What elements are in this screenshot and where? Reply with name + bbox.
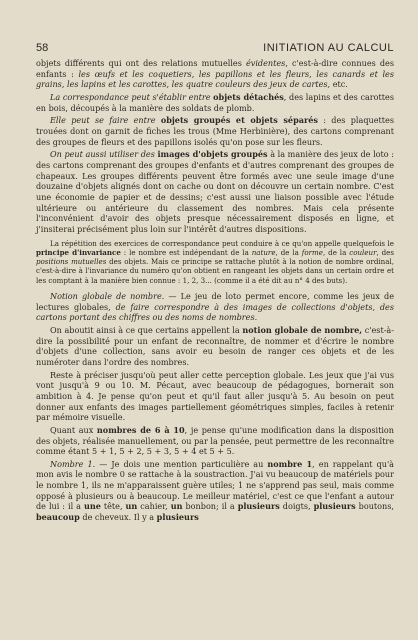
text-run: : des plaquettes trouées dont on garnit de fiches les trous (Mme Herbinière), des cartons comprenant des groupes de fleurs et des papillons isolés qu'on pose sur les fleurs. xyxy=(36,115,394,147)
text-run: à la manière des jeux de loto : des cartons comprenant des groupes d'enfants et d'autres comprenant des groupes de chapeaux. Les groupes différents peuvent être formés avec une seule image d'une douzaine d'objets alignés dont on cache ou dont on découvre un certain nombre. C'est une économie de papier et de dessins; c'est aussi une liaison possible avec l'étude ultérieure ou antérieure du classement des nombres. Mais cela présente l'inconvénient d'avoir des objets presque nécessairement disposés en ligne, et j'insiterai précisément plus loin sur l'intérêt d'autres dispositions. xyxy=(36,149,394,234)
text-run: , des lapins et des carottes en bois, découpés à la manière des soldats de plomb. xyxy=(36,91,394,113)
italic-text: couleur xyxy=(349,247,377,257)
italic-text: forme xyxy=(301,247,323,257)
text-run: Quant aux xyxy=(50,424,97,435)
running-title: INITIATION AU CALCUL xyxy=(263,42,394,54)
text-run: boutons, xyxy=(355,501,394,512)
text-run: des objets. Mais ce principe se rattache plutôt à la notion de nombre ordinal, c'est-à-dire à l'invariance du numéro qu'on obtient en rangeant les objets dans un certain ordre et les comptant à la manière bien connue : 1, 2, 3... (comme il a été dit au n° 4 des buts). xyxy=(36,257,394,285)
bold-term: notion globale de nombre, xyxy=(242,324,363,335)
text-run: — Je dois une mention particulière au xyxy=(95,458,268,469)
bold-term: un xyxy=(170,501,183,512)
text-run: c'est-à-dire la possibilité pour un enfant de reconnaître, de nommer et d'écrire le nombre d'objets d'une collection, sans avoir eu besoin de ranger ces objets et de les numéroter dans l'ordre des nombres. xyxy=(36,324,394,367)
text-run: , c'est-à-dire connues des enfants : xyxy=(36,58,394,79)
text-run: de cheveux. Il y a xyxy=(79,512,157,523)
bold-term: objets détachés xyxy=(213,91,284,102)
text-run: tête, xyxy=(100,501,126,512)
text-run: : le nombre est indépendant de la xyxy=(120,247,252,257)
body-paragraph xyxy=(36,92,394,113)
text-run: La répétition des exercices de correspondance peut conduire à ce qu'on appelle quelquefois le xyxy=(50,238,394,248)
text-run: Reste à préciser jusqu'où peut aller cette perception globale. Les jeux que j'ai vus vont jusqu'à 9 ou 10. M. Pécaut, avec beaucoup de pédagogues, bornerait son ambition à 4. Je pense qu'on peut et qu'il faut aller jusqu'à 5. Au besoin on peut donner aux enfants des images partiellement géométriques simples, faciles à retenir par mémoire visuelle. xyxy=(36,369,394,423)
bold-term: objets groupés et objets séparés xyxy=(160,115,318,126)
text-run: , de la xyxy=(275,247,302,257)
page-number: 58 xyxy=(36,42,49,54)
italic-text: La correspondance peut s'établir entre xyxy=(50,91,214,102)
bold-term: une xyxy=(83,501,101,512)
bold-term: plusieurs xyxy=(313,501,356,512)
text-run: , je pense qu'une modification dans la disposition des objets, réalisée manuellement, ou par la pensée, peut permettre de les reconnaître comme étant 5 + 1, 5 + 2, 5 + 3, 5 + 4 et 5 + 5. xyxy=(36,424,395,457)
text-run: — Le jeu de loto permet encore, comme les jeux de lectures globales, xyxy=(36,290,395,312)
italic-text: les œufs et les coquetiers, les papillons et les fleurs, les canards et les grains, les lapins et les carottes, les quatre couleurs des jeux de cartes, xyxy=(36,68,394,90)
body-paragraph xyxy=(36,149,394,234)
bold-term: un xyxy=(125,501,138,512)
body-paragraph xyxy=(36,370,394,423)
text-run: , des xyxy=(376,247,395,257)
text-run: cahier, xyxy=(137,501,171,512)
italic-text: nature xyxy=(251,247,276,257)
italic-text: On peut aussi utiliser des xyxy=(50,149,158,160)
italic-text: Nombre 1. xyxy=(50,458,96,469)
body-paragraph xyxy=(36,291,394,323)
bold-term: nombres de 6 à 10 xyxy=(96,424,185,435)
bold-term: nombre 1 xyxy=(267,458,313,469)
body-paragraph xyxy=(36,58,394,90)
text-run: , de la xyxy=(322,247,350,257)
text-run: doigts, xyxy=(279,501,314,512)
italic-text: positions mutuelles xyxy=(36,257,107,267)
body-paragraph xyxy=(36,425,394,457)
italic-text: Notion globale de nombre. xyxy=(50,290,165,301)
italic-text: Elle peut se faire entre xyxy=(50,115,161,126)
footnote-paragraph xyxy=(36,239,394,285)
text-run: objets différents qui ont des relations mutuelles xyxy=(36,58,246,68)
bold-term: plusieurs xyxy=(156,512,199,523)
italic-text: évidentes xyxy=(245,58,286,68)
bold-term: principe d'invariance xyxy=(36,247,121,257)
text-run: On aboutit ainsi à ce que certains appellent la xyxy=(50,324,243,335)
bold-term: plusieurs xyxy=(237,501,280,512)
italic-text: de faire correspondre à des images de collections d'objets, des cartons portant des chiffres ou des noms de nombres. xyxy=(36,301,395,323)
body-paragraph xyxy=(36,459,394,523)
bold-term: beaucoup xyxy=(36,512,80,523)
text-run: , en rappelant qu'à mon avis le nombre 0 se rattache à la soustraction. J'ai vu beaucoup de matériels pour le nombre 1, ils ne m'apparaissent guère utiles; 1 ne s'apprend pas seul, mais comme opposé à plusieurs ou à beaucoup. Le meilleur matériel, c'est ce que l'enfant a autour de lui : il a xyxy=(36,458,395,512)
bold-term: images d'objets groupés xyxy=(157,149,268,160)
text-run: etc. xyxy=(330,79,348,90)
page-body xyxy=(36,58,394,525)
body-paragraph xyxy=(36,115,394,147)
page-header xyxy=(36,40,394,54)
text-run: bonbon; il a xyxy=(182,501,238,512)
body-paragraph xyxy=(36,325,394,368)
